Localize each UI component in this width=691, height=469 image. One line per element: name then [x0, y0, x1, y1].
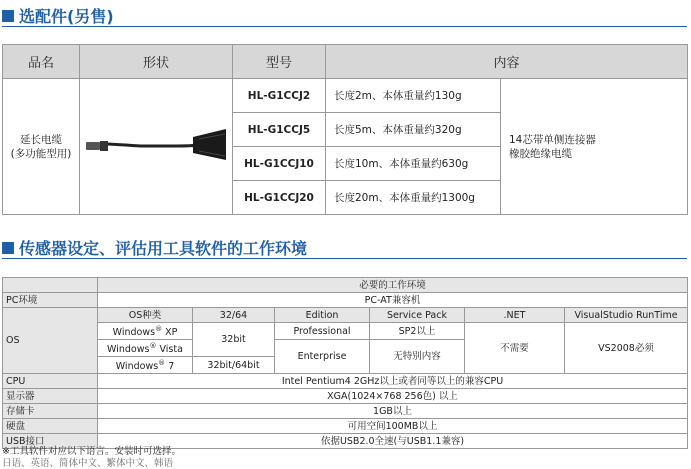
header-name: 品名: [3, 45, 80, 79]
cable-image-cell: [80, 79, 233, 215]
square-bullet-icon: [2, 10, 14, 22]
footnote-languages: 日语、英语、简体中文、繁体中文、韩语: [2, 458, 174, 469]
item-name-line2: (多功能型用): [10, 147, 72, 160]
content-line1: 14芯带单侧连接器: [509, 133, 596, 146]
section-title-environment: [2, 236, 307, 259]
section-title-text: 传感器设定、评估用工具软件的工作环境: [19, 239, 308, 258]
bits-32: 32bit: [193, 323, 275, 357]
env-caption: 必要的工作环境: [98, 278, 688, 293]
table-row: [3, 419, 688, 434]
sp-value: SP2以上: [370, 323, 465, 340]
os-header-type: OS种类: [98, 308, 193, 323]
cpu-value: Intel Pentium4 2GHz以上或者同等以上的兼容CPU: [98, 374, 688, 389]
content-cell: [501, 79, 688, 215]
usb-label: USB接口: [3, 434, 98, 449]
os-vista: Windows® Vista: [98, 340, 193, 357]
desc-cell: 长度5m、本体重量约320g: [326, 113, 501, 147]
pc-value: PC-AT兼容机: [98, 293, 688, 308]
section-title-options: [2, 4, 114, 27]
options-table: [2, 44, 688, 215]
model-cell: HL-G1CCJ10: [233, 147, 326, 181]
display-label: 显示器: [3, 389, 98, 404]
table-row: [3, 404, 688, 419]
net-value: 不需要: [465, 323, 565, 374]
section-rule: [2, 258, 687, 259]
usb-value: 依据USB2.0全速(与USB1.1兼容): [98, 434, 688, 449]
memory-label: 存储卡: [3, 404, 98, 419]
table-row: [3, 323, 688, 340]
table-row: [3, 278, 688, 293]
model-cell: HL-G1CCJ5: [233, 113, 326, 147]
memory-value: 1GB以上: [98, 404, 688, 419]
pc-label: PC环境: [3, 293, 98, 308]
footnote: ※工具软件对应以下语言。安装时可选择。: [2, 446, 181, 457]
disk-label: 硬盘: [3, 419, 98, 434]
bits-3264: 32bit/64bit: [193, 357, 275, 374]
os-header-bits: 32/64: [193, 308, 275, 323]
blank-label-cell: [3, 278, 98, 293]
os-header-vs: VisualStudio RunTime: [565, 308, 688, 323]
table-row: [3, 308, 688, 323]
header-model: 型号: [233, 45, 326, 79]
table-header-row: [3, 45, 688, 79]
model-cell: HL-G1CCJ20: [233, 181, 326, 215]
table-row: [3, 293, 688, 308]
sp-none: 无特别内容: [370, 340, 465, 374]
table-row: [3, 374, 688, 389]
os-header-sp: Service Pack: [370, 308, 465, 323]
disk-value: 可用空间100MB以上: [98, 419, 688, 434]
table-row: [3, 79, 688, 113]
edition-professional: Professional: [275, 323, 370, 340]
os-header-net: .NET: [465, 308, 565, 323]
desc-cell: 长度20m、本体重量约1300g: [326, 181, 501, 215]
vs-value: VS2008必须: [565, 323, 688, 374]
edition-enterprise: Enterprise: [275, 340, 370, 374]
model-cell: HL-G1CCJ2: [233, 79, 326, 113]
section-title-text: 选配件(另售): [19, 7, 114, 26]
section-rule: [2, 26, 687, 27]
extension-cable-icon: [81, 115, 231, 175]
os-header-edition: Edition: [275, 308, 370, 323]
os-win7: Windows® 7: [98, 357, 193, 374]
header-shape: 形状: [80, 45, 233, 79]
table-row: [3, 389, 688, 404]
desc-cell: 长度2m、本体重量约130g: [326, 79, 501, 113]
os-label: OS: [3, 308, 98, 374]
desc-cell: 长度10m、本体重量约630g: [326, 147, 501, 181]
cpu-label: CPU: [3, 374, 98, 389]
os-xp: Windows® XP: [98, 323, 193, 340]
content-line2: 橡胶绝缘电缆: [509, 147, 572, 160]
display-value: XGA(1024×768 256色) 以上: [98, 389, 688, 404]
header-content: 内容: [326, 45, 688, 79]
square-bullet-icon: [2, 242, 14, 254]
item-name-line1: 延长电缆: [20, 133, 62, 146]
item-name-cell: [3, 79, 80, 215]
environment-table: [2, 277, 688, 449]
